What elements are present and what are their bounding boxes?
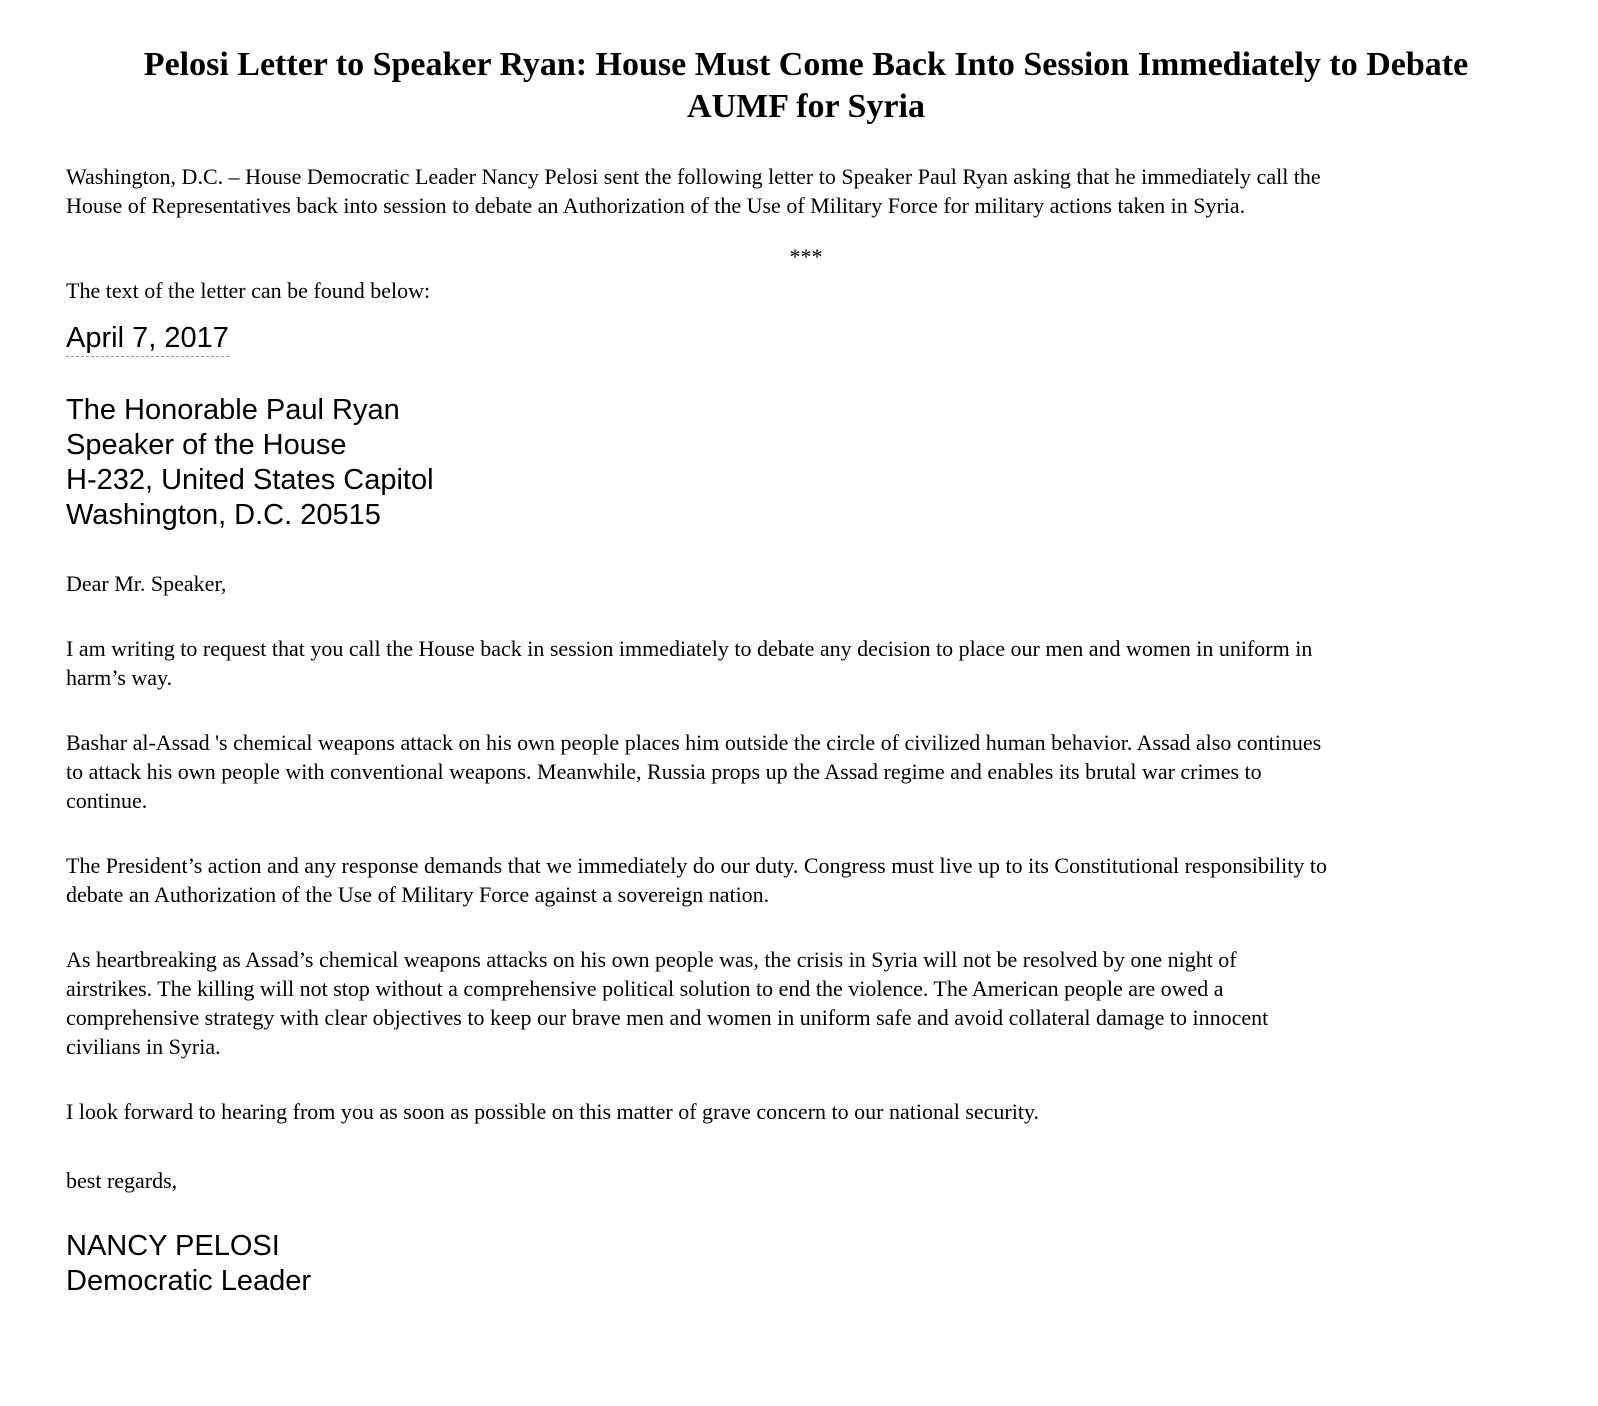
letter-paragraph-4 [66, 945, 1546, 1061]
paragraph-line: continue. [66, 788, 148, 813]
page-title-line-1: Pelosi Letter to Speaker Ryan: House Must Come Back Into Session Immediately to Debate [143, 46, 1469, 83]
paragraph-line: airstrikes. The killing will not stop without a comprehensive political solution to end the violence. The American people are owed a [66, 976, 1224, 1001]
letter-closing: best regards, [66, 1168, 178, 1193]
address-line: Speaker of the House [66, 429, 347, 461]
paragraph-line: I look forward to hearing from you as soon as possible on this matter of grave concern to our national security. [66, 1099, 1040, 1124]
paragraph-line: I am writing to request that you call the House back in session immediately to debate any decision to place our men and women in uniform in [66, 636, 1313, 661]
intro-line-2: House of Representatives back into session to debate an Authorization of the Use of Military Force for military actions taken in Syria. [66, 193, 1246, 218]
salutation: Dear Mr. Speaker, [66, 571, 227, 596]
letter-intro-text: The text of the letter can be found below: [66, 278, 431, 303]
letter-paragraph-1 [66, 634, 1546, 692]
section-separator: *** [789, 244, 823, 269]
paragraph-line: Bashar al-Assad 's chemical weapons attack on his own people places him outside the circle of civilized human behavior. Assad also continues [66, 730, 1322, 755]
letter-paragraph-3 [66, 851, 1546, 909]
signature-block [66, 1229, 1546, 1299]
intro-paragraph [66, 162, 1546, 220]
signer-name: NANCY PELOSI [66, 1230, 280, 1262]
letter-date: April 7, 2017 [66, 321, 229, 357]
letter-paragraph-5 [66, 1097, 1546, 1126]
paragraph-line: to attack his own people with conventional weapons. Meanwhile, Russia props up the Assad regime and enables its brutal war crimes to [66, 759, 1262, 784]
page-title [66, 44, 1546, 128]
page-title-line-2: AUMF for Syria [687, 88, 925, 125]
paragraph-line: harm’s way. [66, 665, 173, 690]
address-line: Washington, D.C. 20515 [66, 499, 381, 531]
intro-line-1: Washington, D.C. – House Democratic Leader Nancy Pelosi sent the following letter to Speaker Paul Ryan asking that he immediately call the [66, 164, 1321, 189]
signer-title: Democratic Leader [66, 1265, 311, 1297]
letter-paragraph-2 [66, 728, 1546, 815]
paragraph-line: The President’s action and any response demands that we immediately do our duty. Congress must live up to its Constitutional responsibility to [66, 853, 1327, 878]
paragraph-line: As heartbreaking as Assad’s chemical weapons attacks on his own people was, the crisis in Syria will not be resolved by one night of [66, 947, 1237, 972]
address-line: The Honorable Paul Ryan [66, 394, 400, 426]
paragraph-line: debate an Authorization of the Use of Military Force against a sovereign nation. [66, 882, 770, 907]
paragraph-line: comprehensive strategy with clear objectives to keep our brave men and women in uniform safe and avoid collateral damage to innocent [66, 1005, 1269, 1030]
recipient-address [66, 393, 1546, 533]
address-line: H-232, United States Capitol [66, 464, 434, 496]
paragraph-line: civilians in Syria. [66, 1034, 221, 1059]
document-page [66, 44, 1546, 1299]
